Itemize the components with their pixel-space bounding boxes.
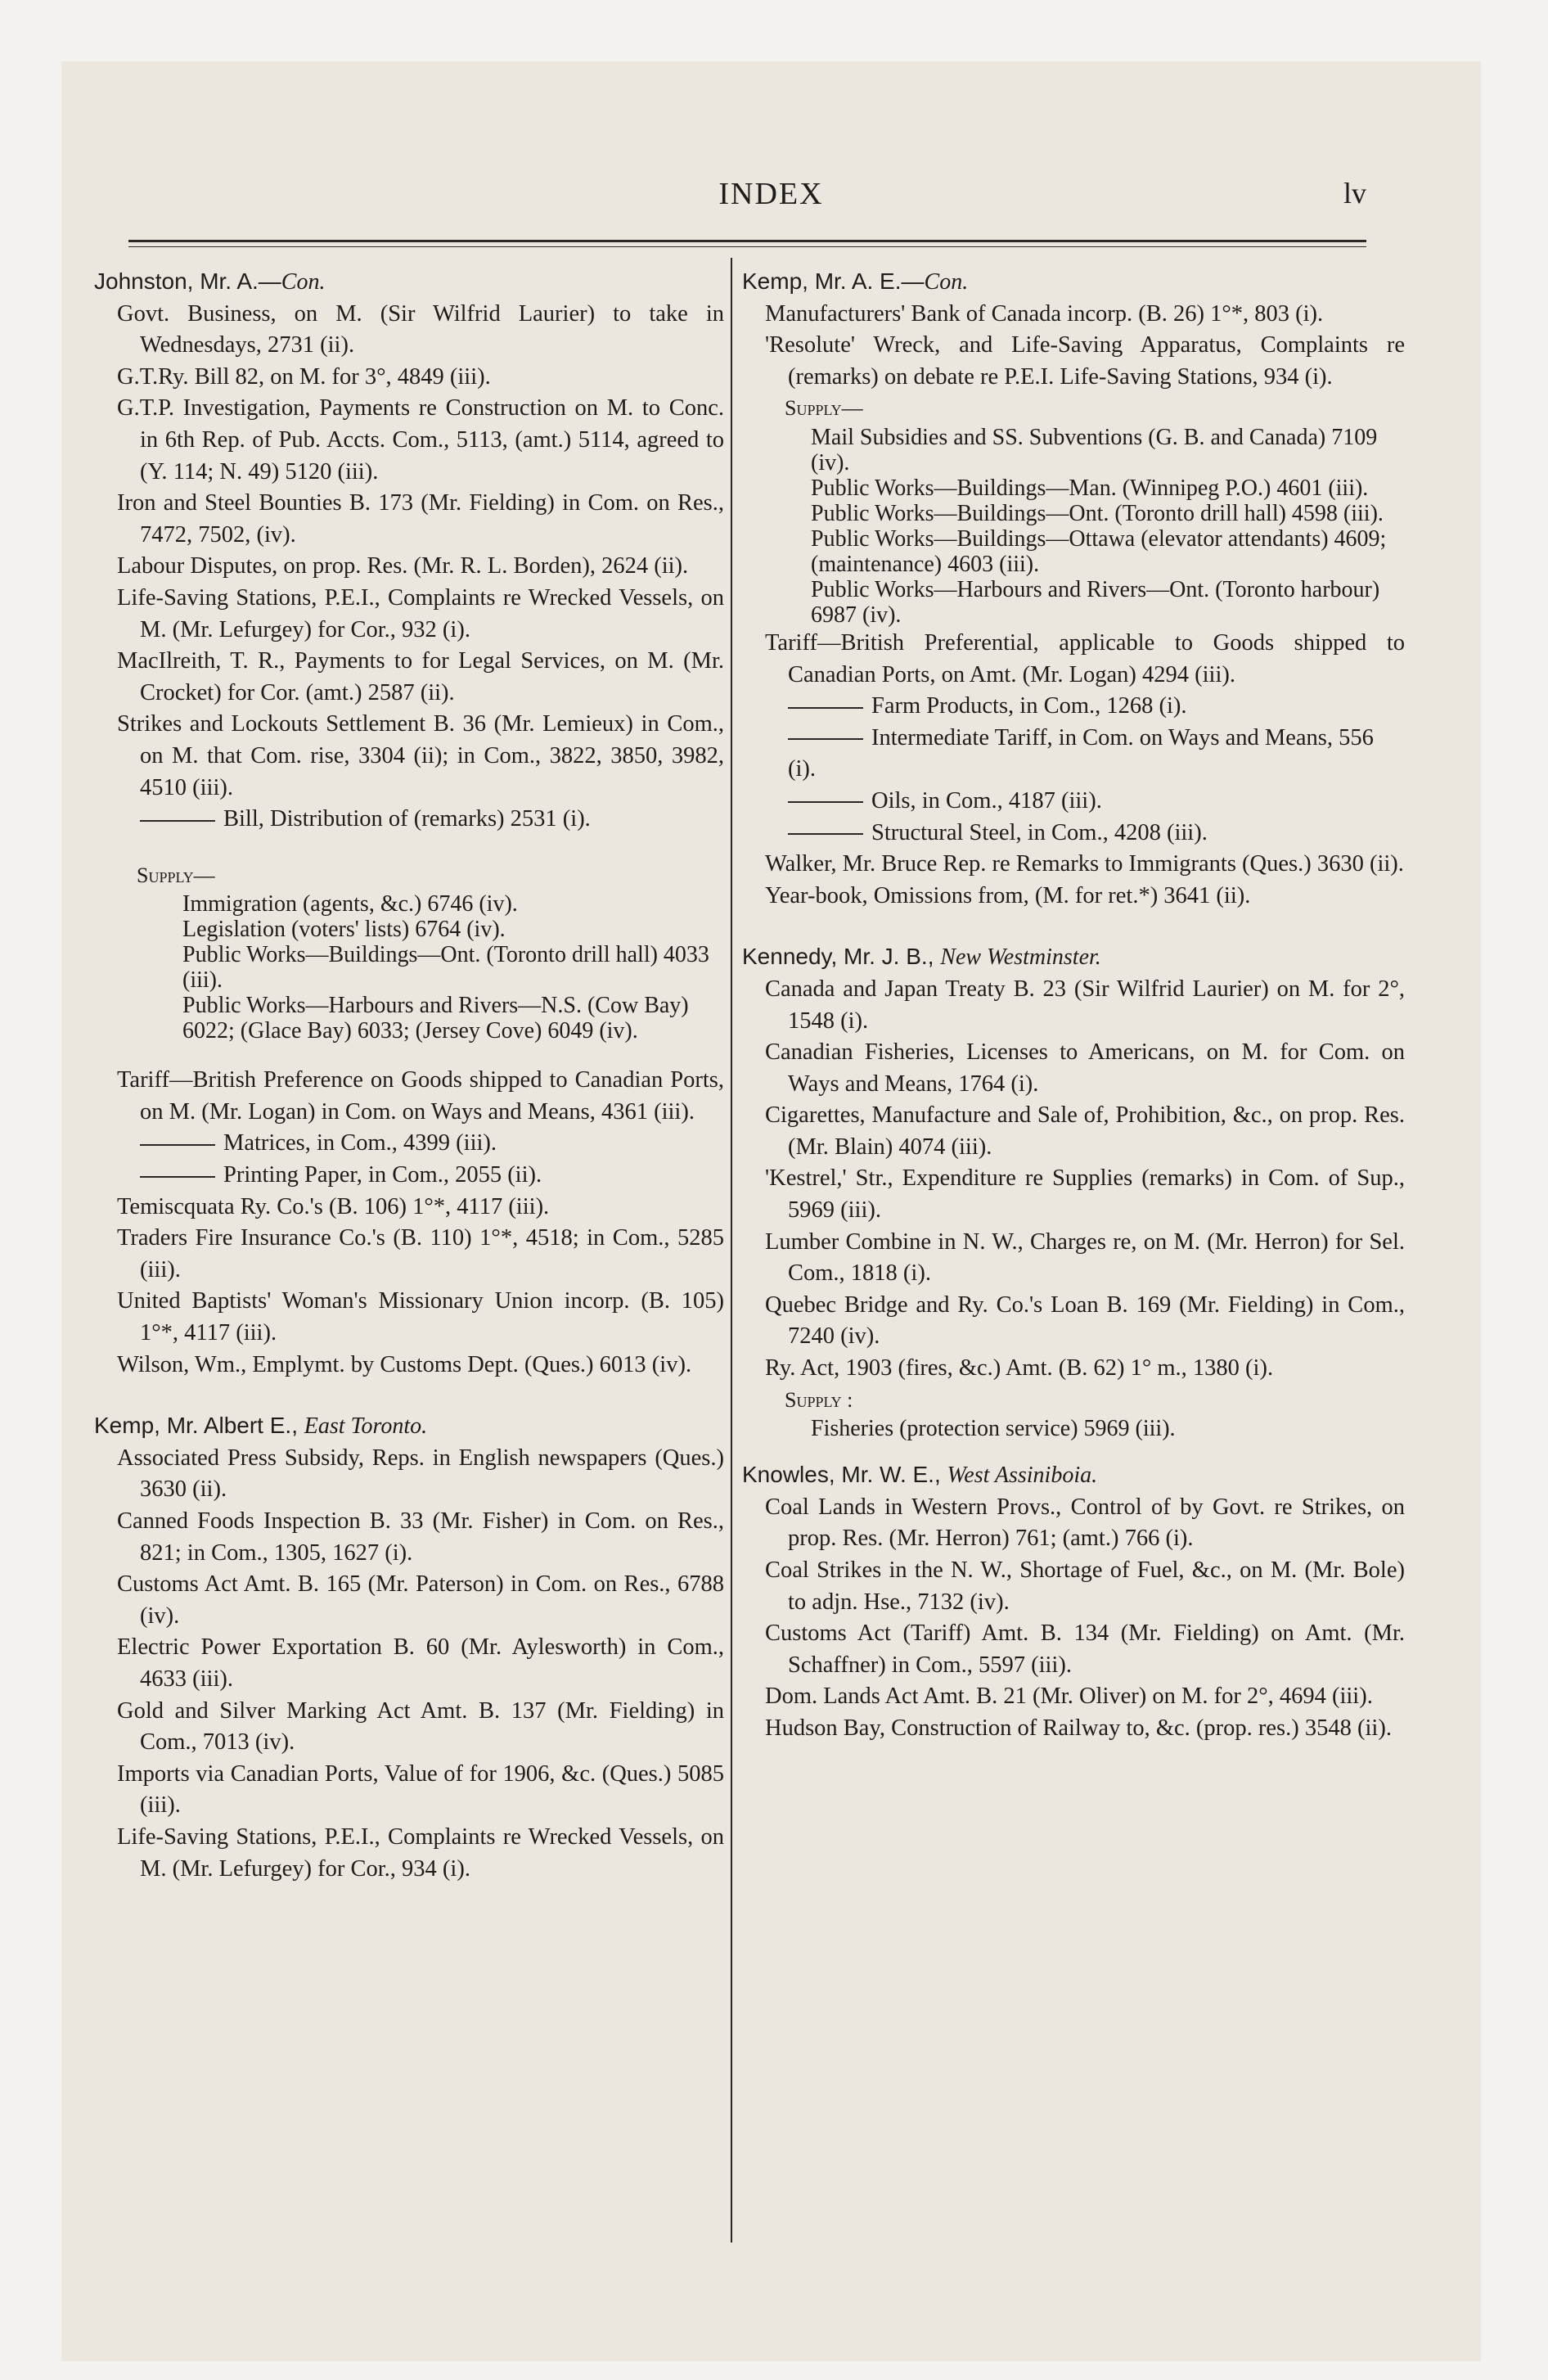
supply-heading: Supply : [785,1387,853,1412]
index-entry: Ry. Act, 1903 (fires, &c.) Amt. (B. 62) 1° m., 1380 (i). [765,1355,1274,1382]
index-name-johnston: Johnston, Mr. A.—Con. [94,268,326,295]
index-subentry: Intermediate Tariff, in Com. on Ways and Means, 556 (i). [788,724,1374,782]
index-entry: Traders Fire Insurance Co.'s (B. 110) 1°*, 4518; in Com., 5285 (iii). [117,1225,724,1282]
index-entry: Quebec Bridge and Ry. Co.'s Loan B. 169 (Mr. Fielding) in Com., 7240 (iv). [765,1291,1405,1350]
index-entry: Manufacturers' Bank of Canada incorp. (B. 26) 1°*, 803 (i). [765,300,1324,327]
index-entry: MacIlreith, T. R., Payments to for Legal Services, on M. (Mr. Crocket) for Cor. (amt.) 2587 (ii). [117,648,724,705]
ditto-dash [140,1176,215,1178]
column-divider [731,258,732,2243]
index-entry: 'Resolute' Wreck, and Life-Saving Apparatus, Complaints re (remarks) on debate re P.E.I. Life-Saving Stations, 934 (i). [765,332,1405,390]
index-entry: 'Kestrel,' Str., Expenditure re Supplies (remarks) in Com. of Sup., 5969 (iii). [765,1165,1405,1224]
index-entry: Strikes and Lockouts Settlement B. 36 (Mr. Lemieux) in Com., on M. that Com. rise, 3304 (ii); in Com., 3822, 3850, 3982, 4510 (iii). [117,711,724,800]
index-entry: G.T.P. Investigation, Payments re Construction on M. to Conc. in 6th Rep. of Pub. Accts. Com., 5113, (amt.) 5114, agreed to (Y. 114; N. 49) 5120 (iii). [117,395,724,485]
header-rule-thin [128,246,1366,247]
supply-item: Public Works—Harbours and Rivers—Ont. (Toronto harbour) 6987 (iv). [811,576,1380,628]
index-entry: Lumber Combine in N. W., Charges re, on M. (Mr. Herron) for Sel. Com., 1818 (i). [765,1228,1405,1287]
supply-heading: Supply— [785,396,863,421]
supply-item: Mail Subsidies and SS. Subventions (G. B. and Canada) 7109 (iv). [811,424,1378,476]
page-title: INDEX [718,177,824,211]
index-name-kemp: Kemp, Mr. Albert E., East Toronto. [94,1413,428,1440]
ditto-dash [788,833,863,835]
ditto-dash [788,801,863,803]
supply-item: Immigration (agents, &c.) 6746 (iv). [182,891,518,917]
index-entry: Canada and Japan Treaty B. 23 (Sir Wilfrid Laurier) on M. for 2°, 1548 (i). [765,976,1405,1034]
index-entry: Temiscquata Ry. Co.'s (B. 106) 1°*, 4117 (iii). [117,1193,550,1219]
page-number: lv [1343,177,1366,210]
ditto-dash [788,738,863,740]
index-entry: Labour Disputes, on prop. Res. (Mr. R. L. Borden), 2624 (ii). [117,553,689,579]
ditto-dash [140,1144,215,1146]
supply-item: Legislation (voters' lists) 6764 (iv). [182,917,506,943]
index-entry: Coal Strikes in the N. W., Shortage of Fuel, &c., on M. (Mr. Bole) to adjn. Hse., 7132 (iv). [765,1557,1405,1615]
ditto-dash [788,707,863,709]
supply-item: Public Works—Buildings—Ont. (Toronto drill hall) 4033 (iii). [182,942,709,994]
index-entry: Associated Press Subsidy, Reps. in English newspapers (Ques.) 3630 (ii). [117,1445,724,1503]
index-name-kennedy: Kennedy, Mr. J. B., New Westminster. [742,944,1101,971]
right-column [742,258,1405,1745]
page-header [61,176,1481,225]
index-name-knowles: Knowles, Mr. W. E., West Assiniboia. [742,1462,1098,1489]
index-entry: Gold and Silver Marking Act Amt. B. 137 (Mr. Fielding) in Com., 7013 (iv). [117,1697,724,1756]
supply-item: Fisheries (protection service) 5969 (iii). [811,1416,1176,1442]
index-entry: Customs Act Amt. B. 165 (Mr. Paterson) in Com. on Res., 6788 (iv). [117,1571,724,1629]
index-entry: Cigarettes, Manufacture and Sale of, Prohibition, &c., on prop. Res. (Mr. Blain) 4074 (iii). [765,1102,1405,1160]
index-entry: Life-Saving Stations, P.E.I., Complaints re Wrecked Vessels, on M. (Mr. Lefurgey) for Cor., 932 (i). [117,584,724,642]
index-subentry: Printing Paper, in Com., 2055 (ii). [94,1160,724,1192]
index-entry: United Baptists' Woman's Missionary Union incorp. (B. 105) 1°*, 4117 (iii). [117,1288,724,1346]
supply-list [742,1416,1405,1441]
index-entry: Wilson, Wm., Emplymt. by Customs Dept. (Ques.) 6013 (iv). [117,1351,692,1377]
supply-item: Public Works—Harbours and Rivers—N.S. (Cow Bay) 6022; (Glace Bay) 6033; (Jersey Cove) 6049 (iv). [182,993,689,1044]
index-entry: Dom. Lands Act Amt. B. 21 (Mr. Oliver) on M. for 2°, 4694 (iii). [765,1684,1373,1710]
index-entry: Canned Foods Inspection B. 33 (Mr. Fisher) in Com. on Res., 821; in Com., 1305, 1627 (i). [117,1508,724,1566]
index-page [61,61,1481,2361]
index-entry: Customs Act (Tariff) Amt. B. 134 (Mr. Fielding) on Amt. (Mr. Schaffner) in Com., 5597 (iii). [765,1620,1405,1678]
index-entry: Tariff—British Preference on Goods shipped to Canadian Ports, on M. (Mr. Logan) in Com. on Ways and Means, 4361 (iii). [117,1067,724,1125]
index-entry: Coal Lands in Western Provs., Control of by Govt. re Strikes, on prop. Res. (Mr. Herron) 761; (amt.) 766 (i). [765,1494,1405,1552]
ditto-dash [140,820,215,822]
index-entry: Imports via Canadian Ports, Value of for 1906, &c. (Ques.) 5085 (iii). [117,1760,724,1819]
left-column [94,258,724,1885]
header-rule [128,240,1366,242]
index-entry: G.T.Ry. Bill 82, on M. for 3°, 4849 (iii). [117,363,491,390]
index-entry: Life-Saving Stations, P.E.I., Complaints re Wrecked Vessels, on M. (Mr. Lefurgey) for Cor., 934 (i). [117,1823,724,1882]
supply-list [94,891,724,1044]
supply-item: Public Works—Buildings—Ottawa (elevator attendants) 4609; (maintenance) 4603 (iii). [811,525,1387,577]
index-name-kemp-con: Kemp, Mr. A. E.—Con. [742,268,969,295]
index-subentry: Structural Steel, in Com., 4208 (iii). [742,818,1405,850]
index-entry: Canadian Fisheries, Licenses to Americans, on M. for Com. on Ways and Means, 1764 (i). [765,1039,1405,1097]
supply-list [742,425,1405,628]
supply-heading: Supply— [137,863,215,887]
index-subentry: Farm Products, in Com., 1268 (i). [742,691,1405,723]
index-entry: Govt. Business, on M. (Sir Wilfrid Laurier) to take in Wednesdays, 2731 (ii). [117,300,724,358]
index-subentry: Matrices, in Com., 4399 (iii). [94,1128,724,1160]
index-subentry: Oils, in Com., 4187 (iii). [742,786,1405,818]
supply-item: Public Works—Buildings—Ont. (Toronto drill hall) 4598 (iii). [811,500,1384,526]
index-subentry: Bill, Distribution of (remarks) 2531 (i). [94,804,724,836]
index-entry: Tariff—British Preferential, applicable to Goods shipped to Canadian Ports, on Amt. (Mr. Logan) 4294 (iii). [765,629,1405,687]
index-entry: Walker, Mr. Bruce Rep. re Remarks to Immigrants (Ques.) 3630 (ii). [765,851,1404,877]
index-entry: Hudson Bay, Construction of Railway to, &c. (prop. res.) 3548 (ii). [765,1715,1392,1741]
supply-item: Public Works—Buildings—Man. (Winnipeg P.O.) 4601 (iii). [811,475,1369,501]
index-entry: Electric Power Exportation B. 60 (Mr. Aylesworth) in Com., 4633 (iii). [117,1634,724,1692]
index-entry: Iron and Steel Bounties B. 173 (Mr. Fielding) in Com. on Res., 7472, 7502, (iv). [117,490,724,548]
index-entry: Year-book, Omissions from, (M. for ret.*) 3641 (ii). [765,882,1251,908]
